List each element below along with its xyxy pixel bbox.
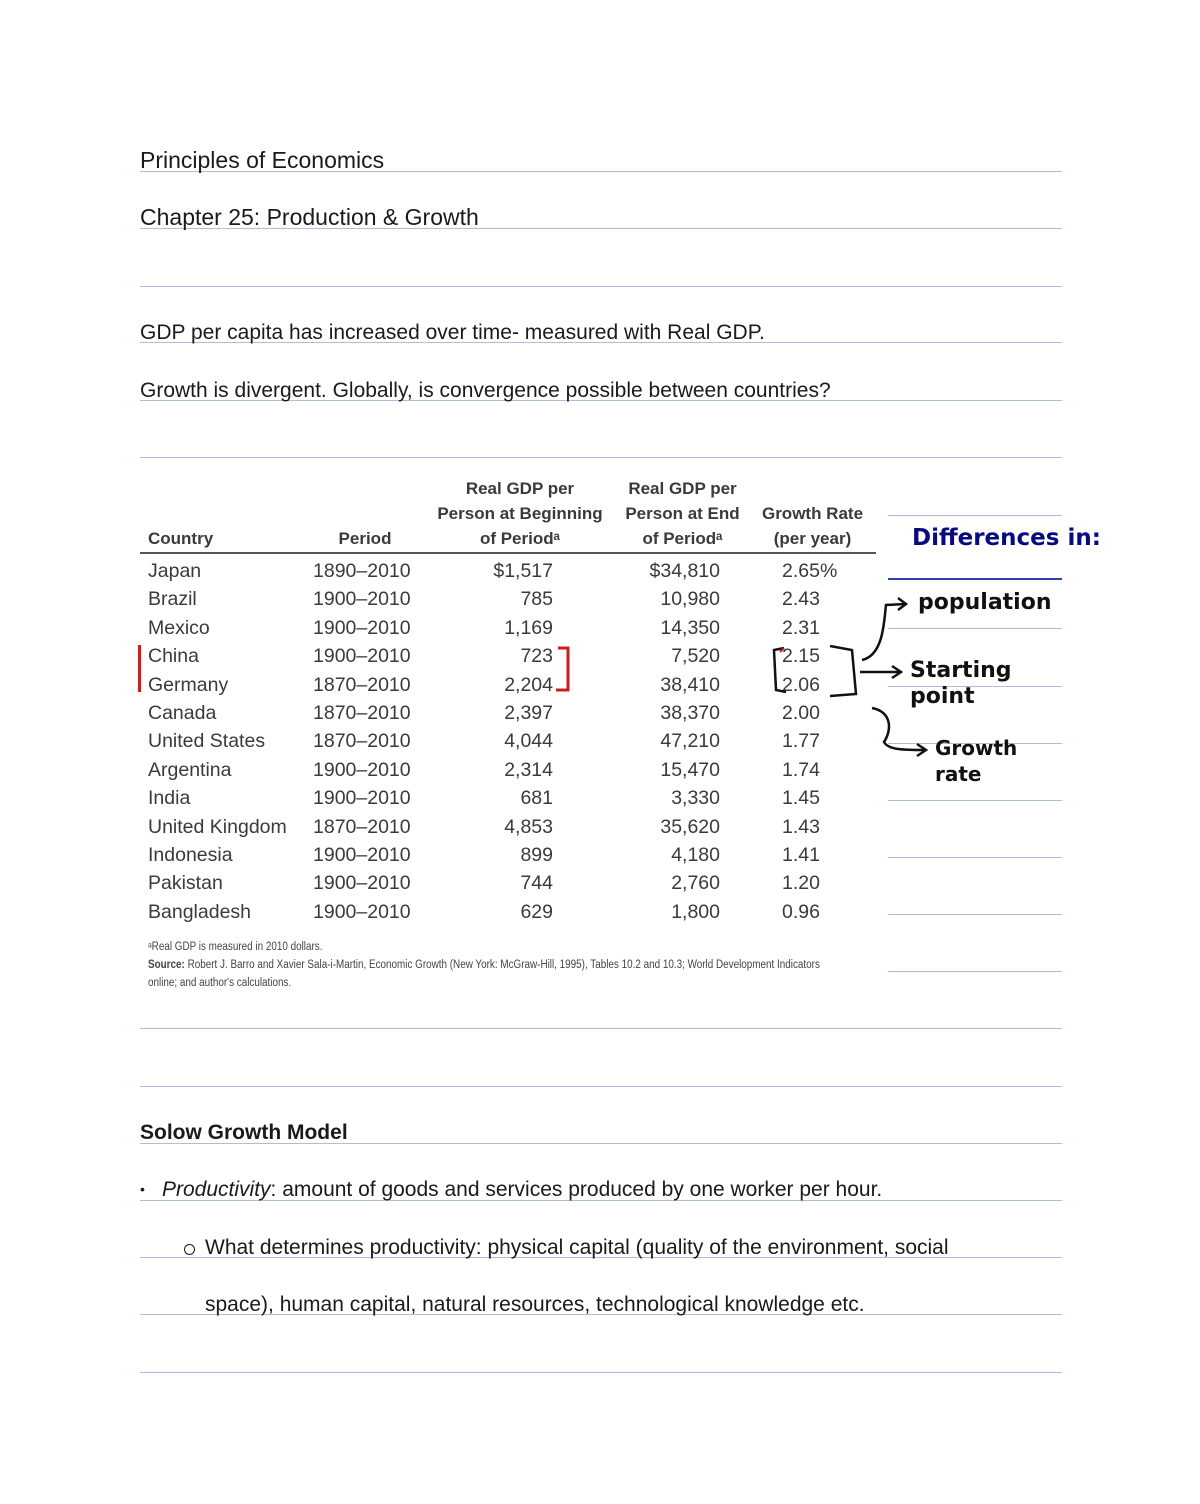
source-label: Source: [148,959,185,971]
cell-rate: 1.41 [782,844,820,866]
cell-period: 1900–2010 [313,900,411,923]
arrow-population [862,604,905,660]
cell-rate: 1.20 [782,872,820,895]
determinants-line-2: space), human capital, natural resources, technological knowledge etc. [205,1293,865,1316]
cell-rate: 2.00 [782,702,820,724]
cell-country: Indonesia [148,844,233,866]
determinants-line-1: What determines productivity: physical capital (quality of the environment, social [205,1236,949,1259]
header-end-line: Real GDP per [628,479,737,498]
header-rate-line: (per year) [773,529,852,548]
cell-end: 35,620 [660,815,720,838]
chapter-title: Chapter 25: Production & Growth [140,204,479,230]
cell-country: Mexico [148,616,210,639]
cell-country: Germany [148,673,229,696]
header-country: Country [148,529,214,548]
bullet-icon: • [140,1181,145,1197]
header-begin-line: of Periodᵃ [479,529,561,548]
ink-bracket-left [774,648,786,692]
header-end-line: of Periodᵃ [642,529,723,548]
cell-end: 38,370 [660,702,720,724]
cell-rate: 1.43 [782,815,820,838]
cell-period: 1900–2010 [313,588,411,611]
cell-rate: 2.43 [782,588,820,611]
cell-rate: 2.65% [782,560,838,582]
cell-period: 1900–2010 [313,844,411,866]
cell-begin: 4,853 [504,815,553,838]
ink-bracket-right [830,646,856,696]
red-bracket [556,648,568,690]
table-footnote: ᵃReal GDP is measured in 2010 dollars. [148,941,323,953]
productivity-definition: : amount of goods and services produced by one worker per hour. [270,1178,883,1201]
cell-end: 10,980 [660,588,720,611]
header-end-line: Person at End [625,504,740,523]
cell-country: Brazil [148,588,197,611]
cell-begin: 785 [520,588,553,611]
cell-begin: 2,314 [504,758,553,781]
ink-starting-point: Starting point [910,658,1012,709]
cell-country: India [148,787,191,810]
cell-begin: 629 [520,900,553,923]
cell-end: 47,210 [660,730,720,753]
cell-period: 1900–2010 [313,872,411,895]
solow-heading: Solow Growth Model [140,1121,348,1144]
cell-rate: 1.74 [782,758,820,781]
cell-period: 1870–2010 [313,815,411,838]
cell-period: 1900–2010 [313,616,411,639]
header-period: Period [338,529,392,548]
cell-rate: 2.06 [782,673,820,696]
ink-growth-rate: Growth rate [935,736,1018,786]
cell-period: 1870–2010 [313,702,411,724]
cell-begin: 681 [520,787,553,810]
cell-period: 1870–2010 [313,673,411,696]
productivity-bullet [162,1178,882,1202]
header-rate-line: Growth Rate [761,504,864,523]
cell-period: 1900–2010 [313,645,411,668]
cell-country: United States [148,730,266,753]
arrow-growth-rate [872,708,925,750]
cell-rate: 1.45 [782,787,820,810]
cell-end: 14,350 [660,616,720,639]
cell-country: Argentina [148,758,232,781]
cell-begin: $1,517 [493,560,553,582]
header-begin-line: Person at Beginning [437,504,603,523]
source-text: Robert J. Barro and Xavier Sala-i-Martin, Economic Growth (New York: McGraw-Hill, 1995), Tables 10.2 and 10.3; World Development Indicators [187,959,820,971]
header-begin-line: Real GDP per [465,479,575,498]
cell-rate: 2.31 [782,616,820,639]
cell-rate: 0.96 [782,900,820,923]
cell-country: Japan [148,560,202,582]
cell-period: 1900–2010 [313,787,411,810]
cell-end: 15,470 [660,758,720,781]
ink-heading: Differences in: [912,525,1101,551]
cell-end: 7,520 [671,645,720,668]
cell-end: $34,810 [649,560,720,582]
intro-line-2: Growth is divergent. Globally, is convergence possible between countries? [140,379,831,402]
cell-country: Bangladesh [148,900,252,923]
table-source-2: online; and author's calculations. [148,977,292,989]
ink-population: population [918,590,1052,615]
cell-end: 4,180 [671,844,720,866]
cell-end: 1,800 [671,900,720,923]
cell-begin: 4,044 [504,730,553,753]
cell-begin: 2,397 [504,702,553,724]
cell-country: China [148,645,199,668]
cell-rate: 2.15 [782,645,820,668]
productivity-term: Productivity [162,1178,271,1201]
cell-begin: 1,169 [504,616,553,639]
cell-begin: 2,204 [504,673,553,696]
course-title: Principles of Economics [140,147,385,173]
sub-bullet-icon [184,1244,195,1255]
cell-begin: 744 [520,872,553,895]
cell-period: 1890–2010 [313,560,411,582]
cell-end: 2,760 [671,872,720,895]
cell-end: 3,330 [671,787,720,810]
cell-country: United Kingdom [148,815,287,838]
cell-rate: 1.77 [782,730,820,753]
intro-line-1: GDP per capita has increased over time- measured with Real GDP. [140,321,765,344]
cell-begin: 723 [520,645,553,668]
cell-end: 38,410 [660,673,720,696]
cell-country: Pakistan [148,872,223,895]
cell-country: Canada [148,702,217,724]
cell-period: 1870–2010 [313,730,411,753]
cell-period: 1900–2010 [313,758,411,781]
cell-begin: 899 [520,844,553,866]
